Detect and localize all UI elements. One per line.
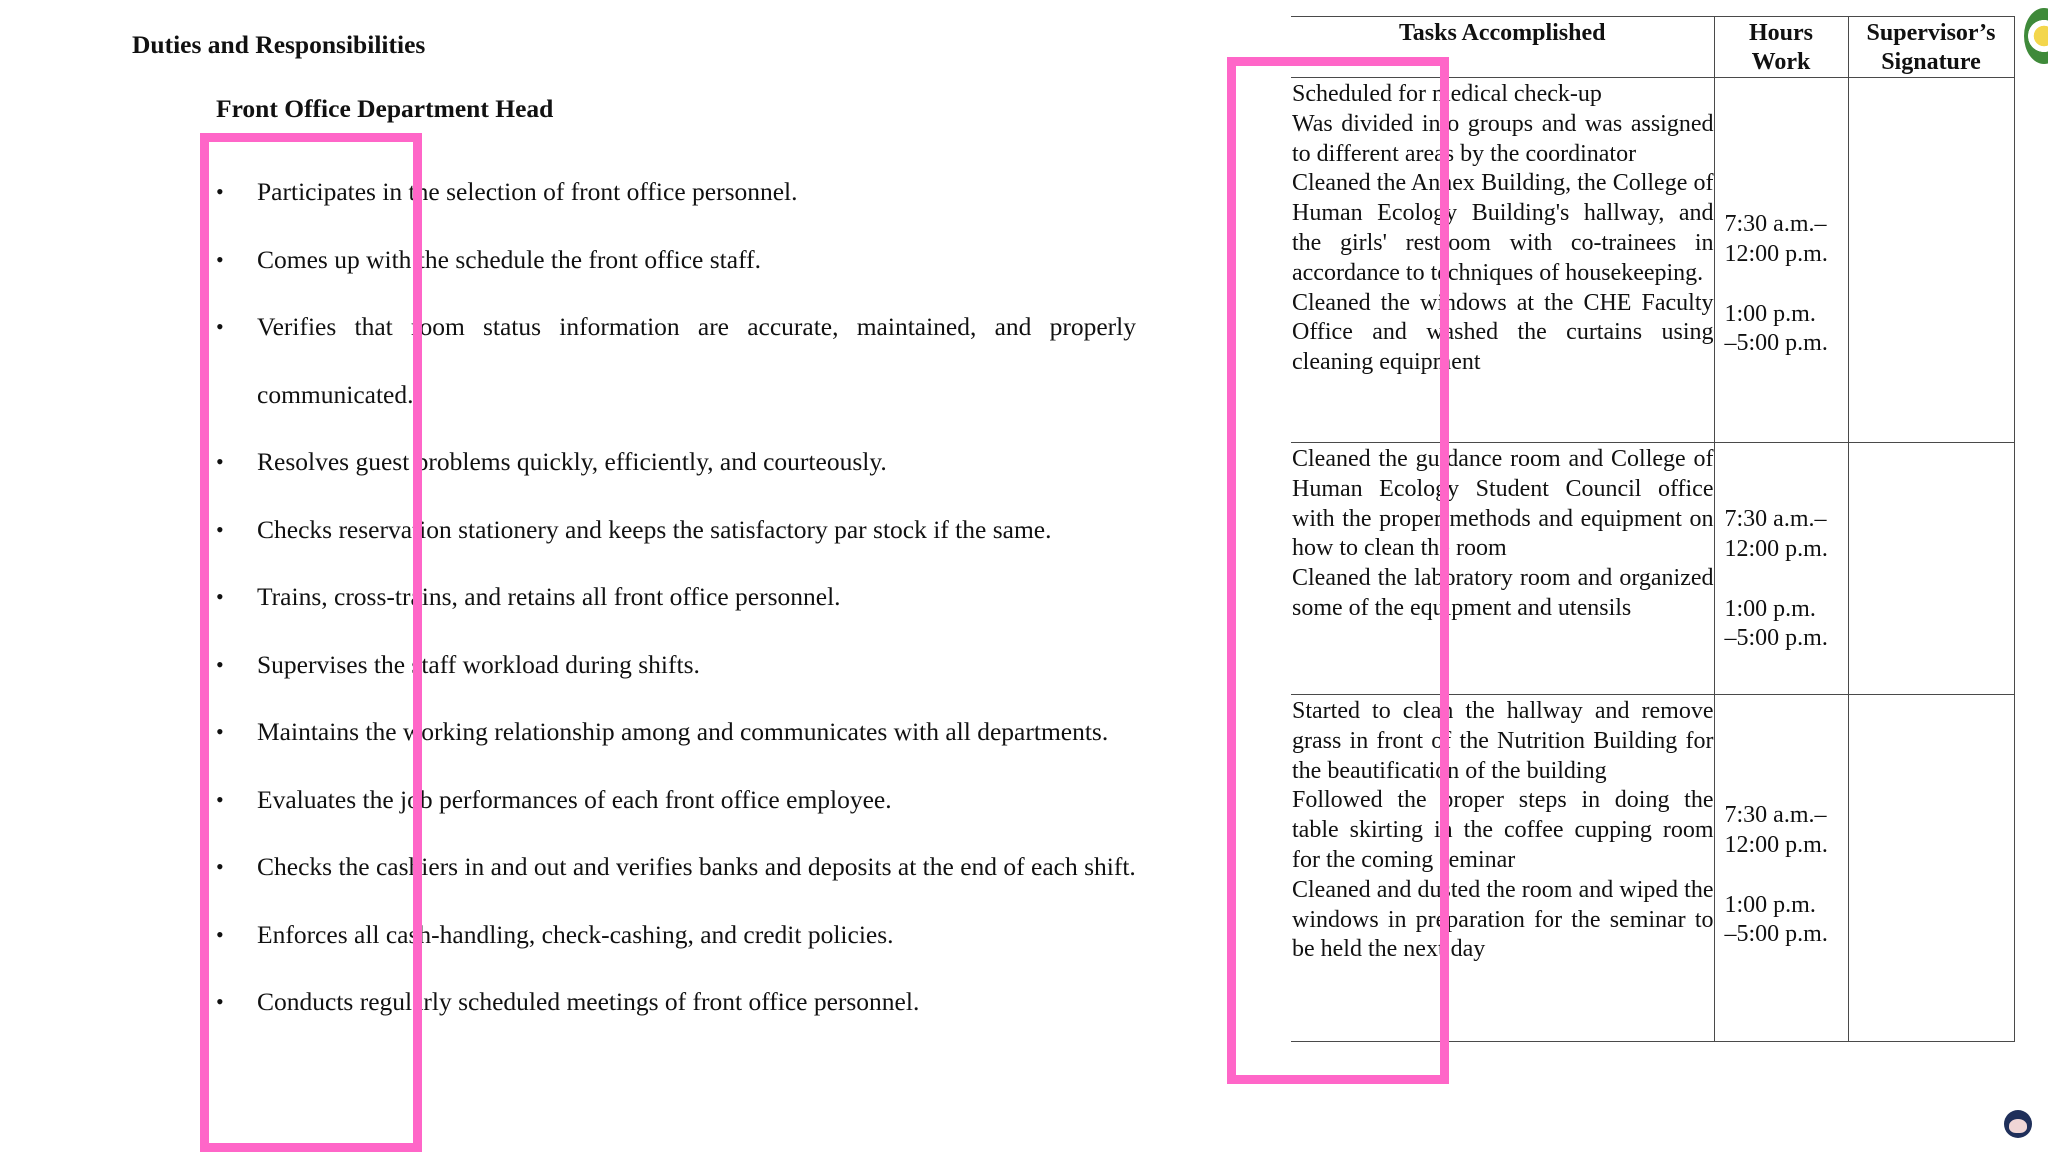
university-seal-icon [2024, 8, 2048, 64]
avatar-icon[interactable] [2004, 1110, 2032, 1138]
task-entry: Cleaned the windows at the CHE Faculty Office and washed the curtains using cleaning equipment [1292, 289, 1714, 376]
duty-text: Participates in the selection of front office personnel. [257, 177, 798, 206]
hours-start: 1:00 p.m. [1724, 595, 1816, 622]
task-entry: Scheduled for medical check-up [1292, 81, 1602, 107]
task-entry: Cleaned and dusted the room and wiped the windows in preparation for the seminar to be held the next day [1292, 876, 1714, 963]
bullet-icon: • [216, 449, 224, 474]
hours-end: 12:00 p.m. [1724, 535, 1828, 562]
duty-text: Comes up with the schedule the front office staff. [257, 244, 761, 274]
duty-text: Verifies that room status information are accurate, maintained, and properly communicated. [257, 312, 1136, 409]
bullet-icon: • [216, 854, 224, 879]
duty-text: Maintains the working relationship among and communicates with all departments. [257, 717, 1109, 746]
duty-text: Evaluates the job performances of each front office employee. [257, 784, 892, 814]
hours-cell [1714, 695, 1848, 1042]
bullet-icon: • [216, 786, 224, 812]
bullet-icon: • [216, 246, 224, 272]
duty-text: Trains, cross-trains, and retains all front office personnel. [257, 582, 841, 611]
task-entry: Cleaned the Annex Building, the College of Human Ecology Building's hallway, and the girls' restroom with co-trainees in accordance to techniques of housekeeping. [1292, 170, 1714, 286]
duty-text: Supervises the staff workload during shifts. [257, 649, 700, 679]
bullet-icon: • [216, 179, 224, 204]
bullet-icon: • [216, 989, 224, 1014]
signature-cell [1848, 443, 2014, 695]
signature-cell [1848, 78, 2014, 443]
hours-start: 1:00 p.m. [1724, 300, 1816, 327]
task-entry: Started to clean the hallway and remove grass in front of the Nutrition Building for the beautification of the building [1292, 698, 1714, 784]
hours-column-header: Hours Work [1714, 17, 1848, 78]
task-entry: Cleaned the guidance room and College of Human Ecology Student Council office with the proper methods and equipment on how to clean the room [1292, 446, 1714, 562]
duty-text: Checks reservation stationery and keeps the satisfactory par stock if the same. [257, 514, 1052, 544]
bullet-icon: • [216, 921, 224, 947]
right-highlight-box [1227, 57, 1449, 1084]
hours-start: 7:30 a.m.– [1724, 211, 1827, 237]
bullet-icon: • [216, 516, 224, 542]
task-entry: Cleaned the laboratory room and organized some of the equipment and utensils [1292, 565, 1714, 621]
hours-start: 7:30 a.m.– [1724, 802, 1827, 828]
hours-end: 12:00 p.m. [1724, 831, 1828, 858]
bullet-icon: • [216, 719, 224, 744]
left-highlight-box [200, 133, 422, 1152]
hours-end: 12:00 p.m. [1724, 240, 1828, 267]
duty-text: Checks the cashiers in and out and verifies banks and deposits at the end of each shift. [257, 852, 1136, 881]
tasks-column-header: Tasks Accomplished [1291, 17, 1714, 78]
hours-cell [1714, 443, 1848, 695]
hours-end: –5:00 p.m. [1724, 921, 1828, 948]
duty-text: Conducts regularly scheduled meetings of front office personnel. [257, 987, 920, 1016]
department-heading: Front Office Department Head [216, 94, 554, 123]
bullet-icon: • [216, 651, 224, 677]
duty-text: Resolves guest problems quickly, efficiently, and courteously. [257, 447, 887, 476]
section-heading: Duties and Responsibilities [132, 30, 426, 59]
hours-cell [1714, 78, 1848, 443]
signature-column-header: Supervisor’s Signature [1848, 17, 2014, 78]
hours-end: –5:00 p.m. [1724, 625, 1828, 652]
task-entry: Followed the proper steps in doing the table skirting in the coffee cupping room for the coming seminar [1292, 787, 1714, 873]
signature-cell [1848, 695, 2014, 1042]
hours-start: 7:30 a.m.– [1724, 506, 1827, 532]
hours-start: 1:00 p.m. [1724, 891, 1816, 918]
task-entry: Was divided into groups and was assigned to different areas by the coordinator [1292, 110, 1714, 167]
hours-end: –5:00 p.m. [1724, 330, 1828, 357]
bullet-icon: • [216, 584, 224, 609]
bullet-icon: • [216, 314, 224, 339]
duty-text: Enforces all cash-handling, check-cashing, and credit policies. [257, 919, 894, 949]
